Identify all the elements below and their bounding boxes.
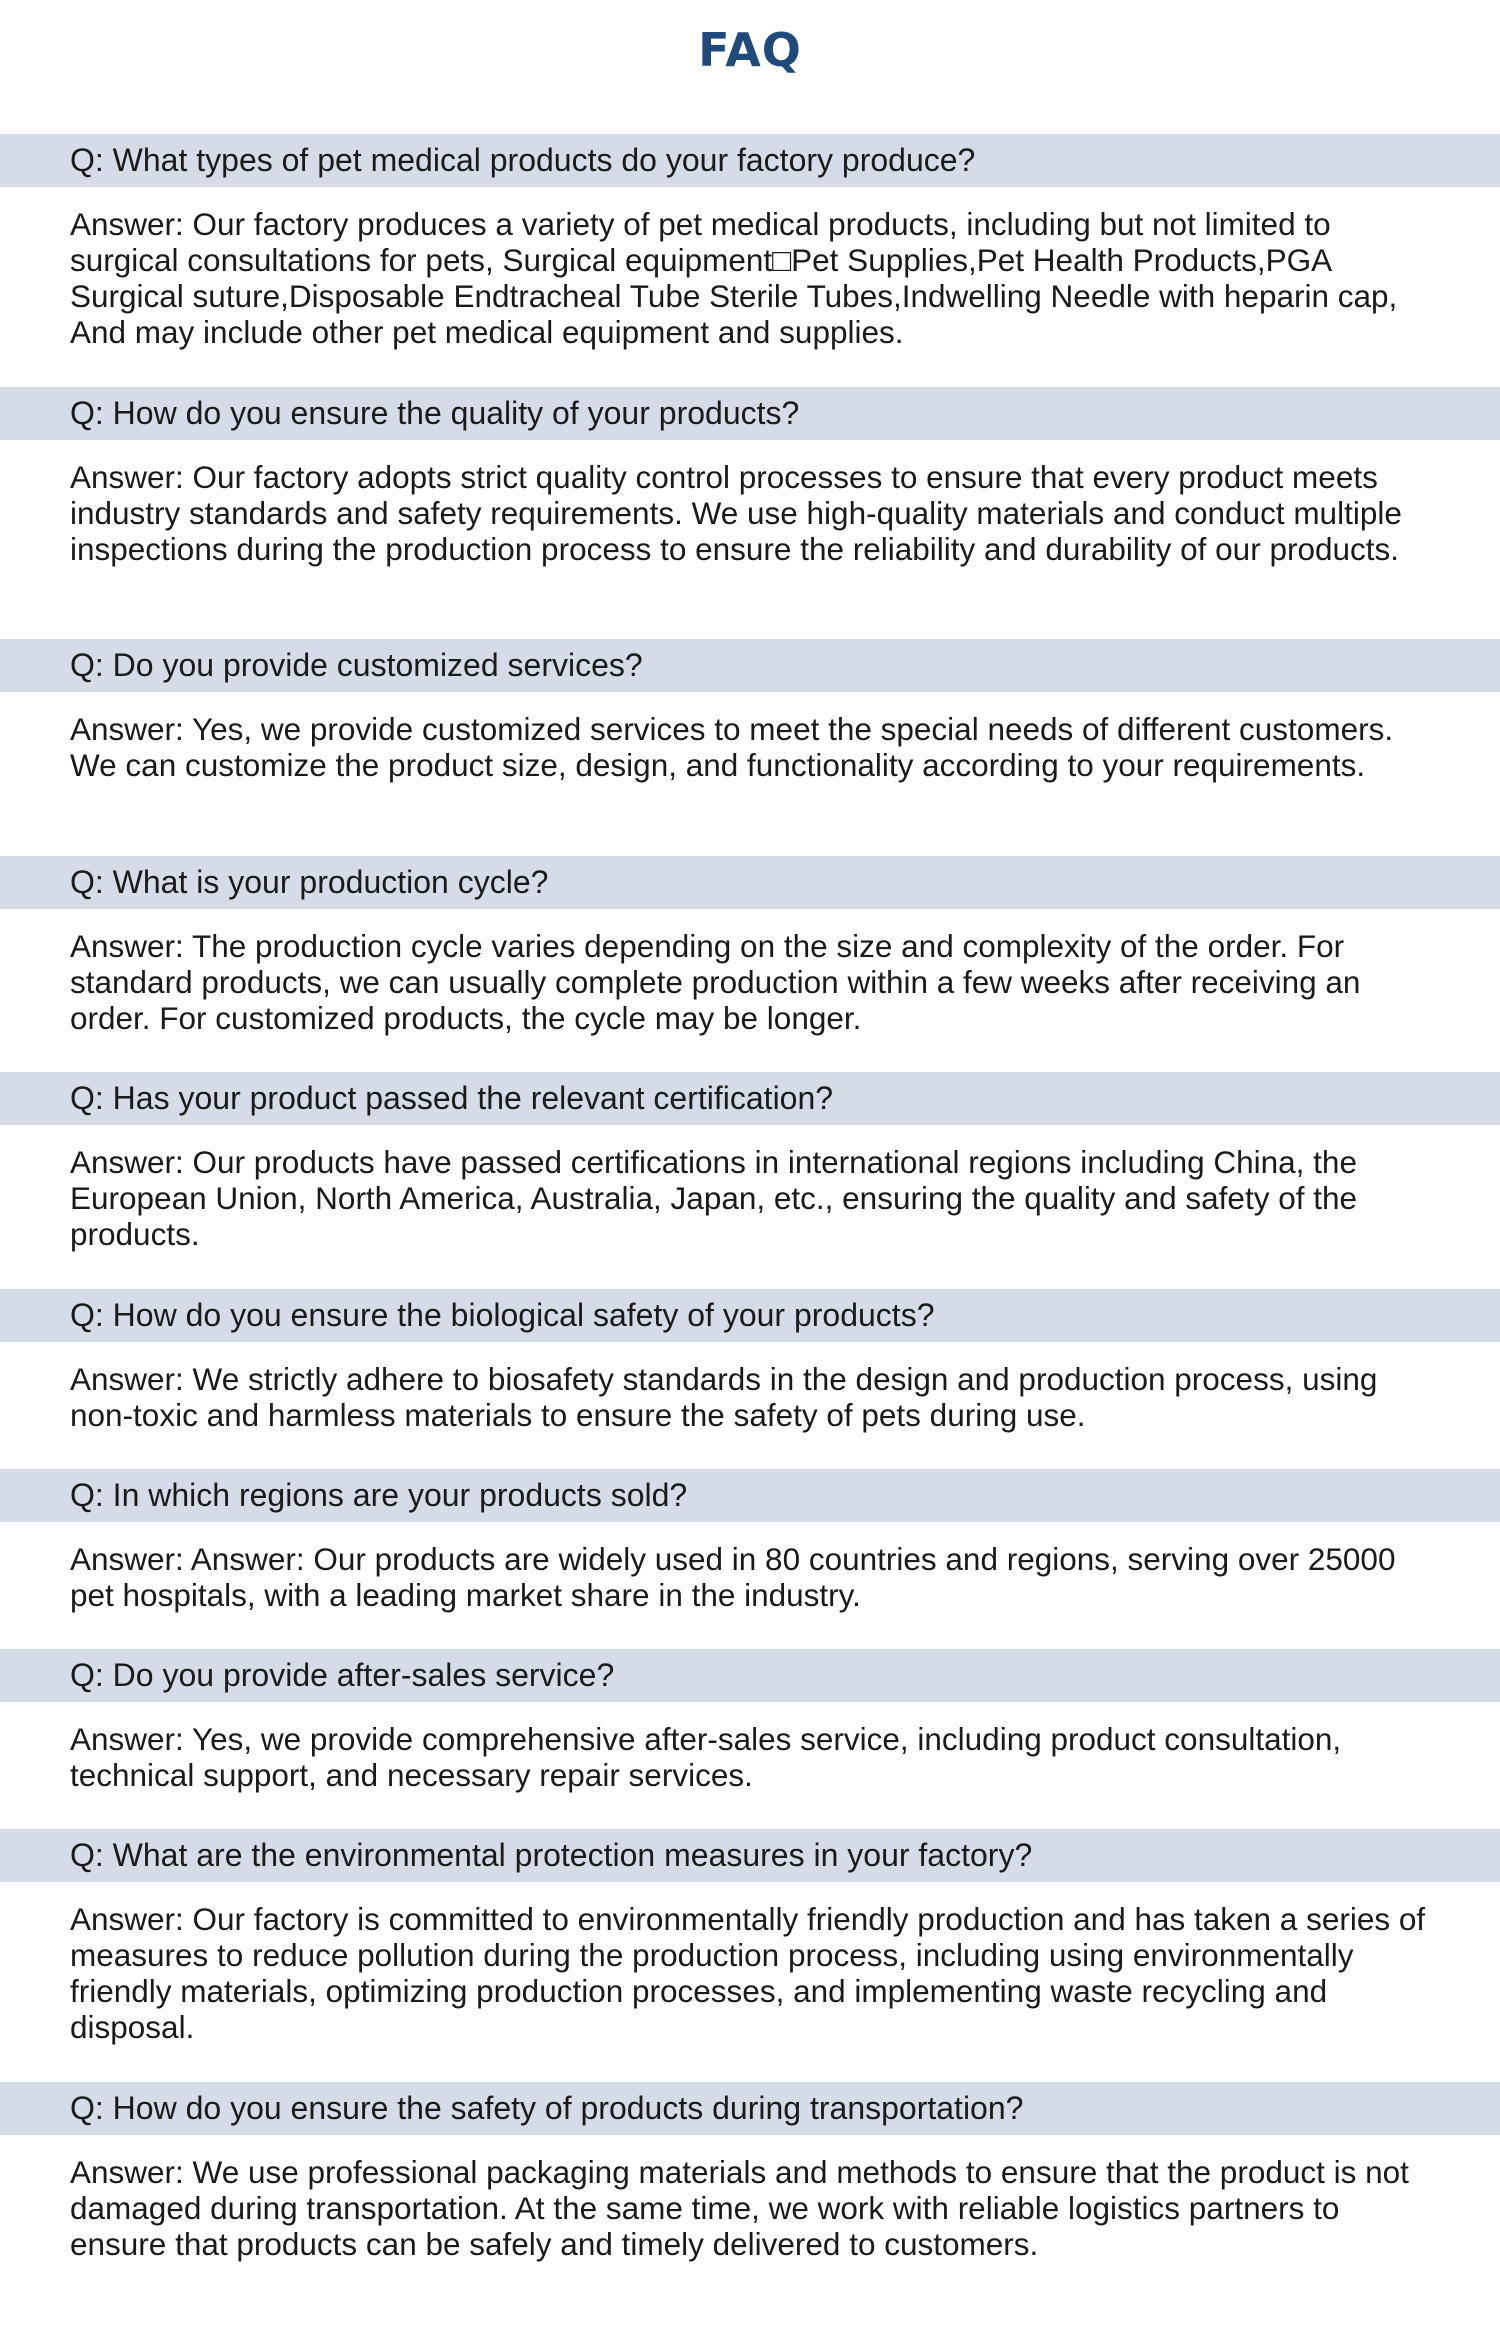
faq-item bbox=[0, 387, 1500, 639]
faq-item bbox=[0, 1829, 1500, 2082]
faq-question: Q: Has your product passed the relevant certification? bbox=[0, 1072, 1500, 1125]
faq-item bbox=[0, 1072, 1500, 1289]
faq-question: Q: How do you ensure the safety of products during transportation? bbox=[0, 2082, 1500, 2135]
faq-answer: Answer: Yes, we provide comprehensive after-sales service, including product consultation, technical support, and necessary repair services. bbox=[70, 1721, 1342, 1793]
faq-answer: Answer: Our factory adopts strict quality control processes to ensure that every product meets industry standards and safety requirements. We use high-quality materials and conduct multiple inspections during the production process to ensure the reliability and durability of our products. bbox=[70, 459, 1402, 567]
faq-answer: Answer: Our factory produces a variety of pet medical products, including but not limited to surgical consultations for pets, Surgical equipment□Pet Supplies,Pet Health Products,PGA Surgical suture,Disposable Endtracheal Tube Sterile Tubes,Indwelling Needle with heparin cap, And may include other pet medical equipment and supplies. bbox=[70, 206, 1398, 350]
faq-question: Q: What types of pet medical products do your factory produce? bbox=[0, 134, 1500, 187]
faq-item bbox=[0, 2082, 1500, 2300]
page-title: FAQ bbox=[698, 23, 802, 77]
faq-answer: Answer: We strictly adhere to biosafety standards in the design and production process, using non-toxic and harmless materials to ensure the safety of pets during use. bbox=[70, 1361, 1378, 1433]
faq-answer: Answer: The production cycle varies depending on the size and complexity of the order. For standard products, we can usually complete production within a few weeks after receiving an order. For customized products, the cycle may be longer. bbox=[70, 928, 1361, 1036]
faq-question: Q: What are the environmental protection measures in your factory? bbox=[0, 1829, 1500, 1882]
faq-question: Q: How do you ensure the quality of your products? bbox=[0, 387, 1500, 440]
faq-answer: Answer: Our products have passed certifications in international regions including China, the European Union, North America, Australia, Japan, etc., ensuring the quality and safety of the products. bbox=[70, 1144, 1358, 1252]
faq-item bbox=[0, 1469, 1500, 1649]
faq-item bbox=[0, 639, 1500, 856]
faq-item bbox=[0, 1649, 1500, 1829]
faq-question: Q: How do you ensure the biological safety of your products? bbox=[0, 1289, 1500, 1342]
faq-answer: Answer: Our factory is committed to environmentally friendly production and has taken a series of measures to reduce pollution during the production process, including using environmentally friendly materials, optimizing production processes, and implementing waste recycling and disposal. bbox=[70, 1901, 1426, 2045]
faq-item bbox=[0, 134, 1500, 387]
faq-question: Q: Do you provide after-sales service? bbox=[0, 1649, 1500, 1702]
faq-answer: Answer: Answer: Our products are widely used in 80 countries and regions, serving over 25000 pet hospitals, with a leading market share in the industry. bbox=[70, 1541, 1396, 1613]
faq-question: Q: Do you provide customized services? bbox=[0, 639, 1500, 692]
faq-item bbox=[0, 1289, 1500, 1469]
faq-list bbox=[0, 134, 1500, 2300]
faq-item bbox=[0, 856, 1500, 1072]
faq-answer: Answer: We use professional packaging materials and methods to ensure that the product is not damaged during transportation. At the same time, we work with reliable logistics partners to ensure that products can be safely and timely delivered to customers. bbox=[70, 2154, 1409, 2262]
faq-question: Q: What is your production cycle? bbox=[0, 856, 1500, 909]
faq-answer: Answer: Yes, we provide customized services to meet the special needs of different customers. We can customize the product size, design, and functionality according to your requirements. bbox=[70, 711, 1394, 783]
faq-question: Q: In which regions are your products sold? bbox=[0, 1469, 1500, 1522]
